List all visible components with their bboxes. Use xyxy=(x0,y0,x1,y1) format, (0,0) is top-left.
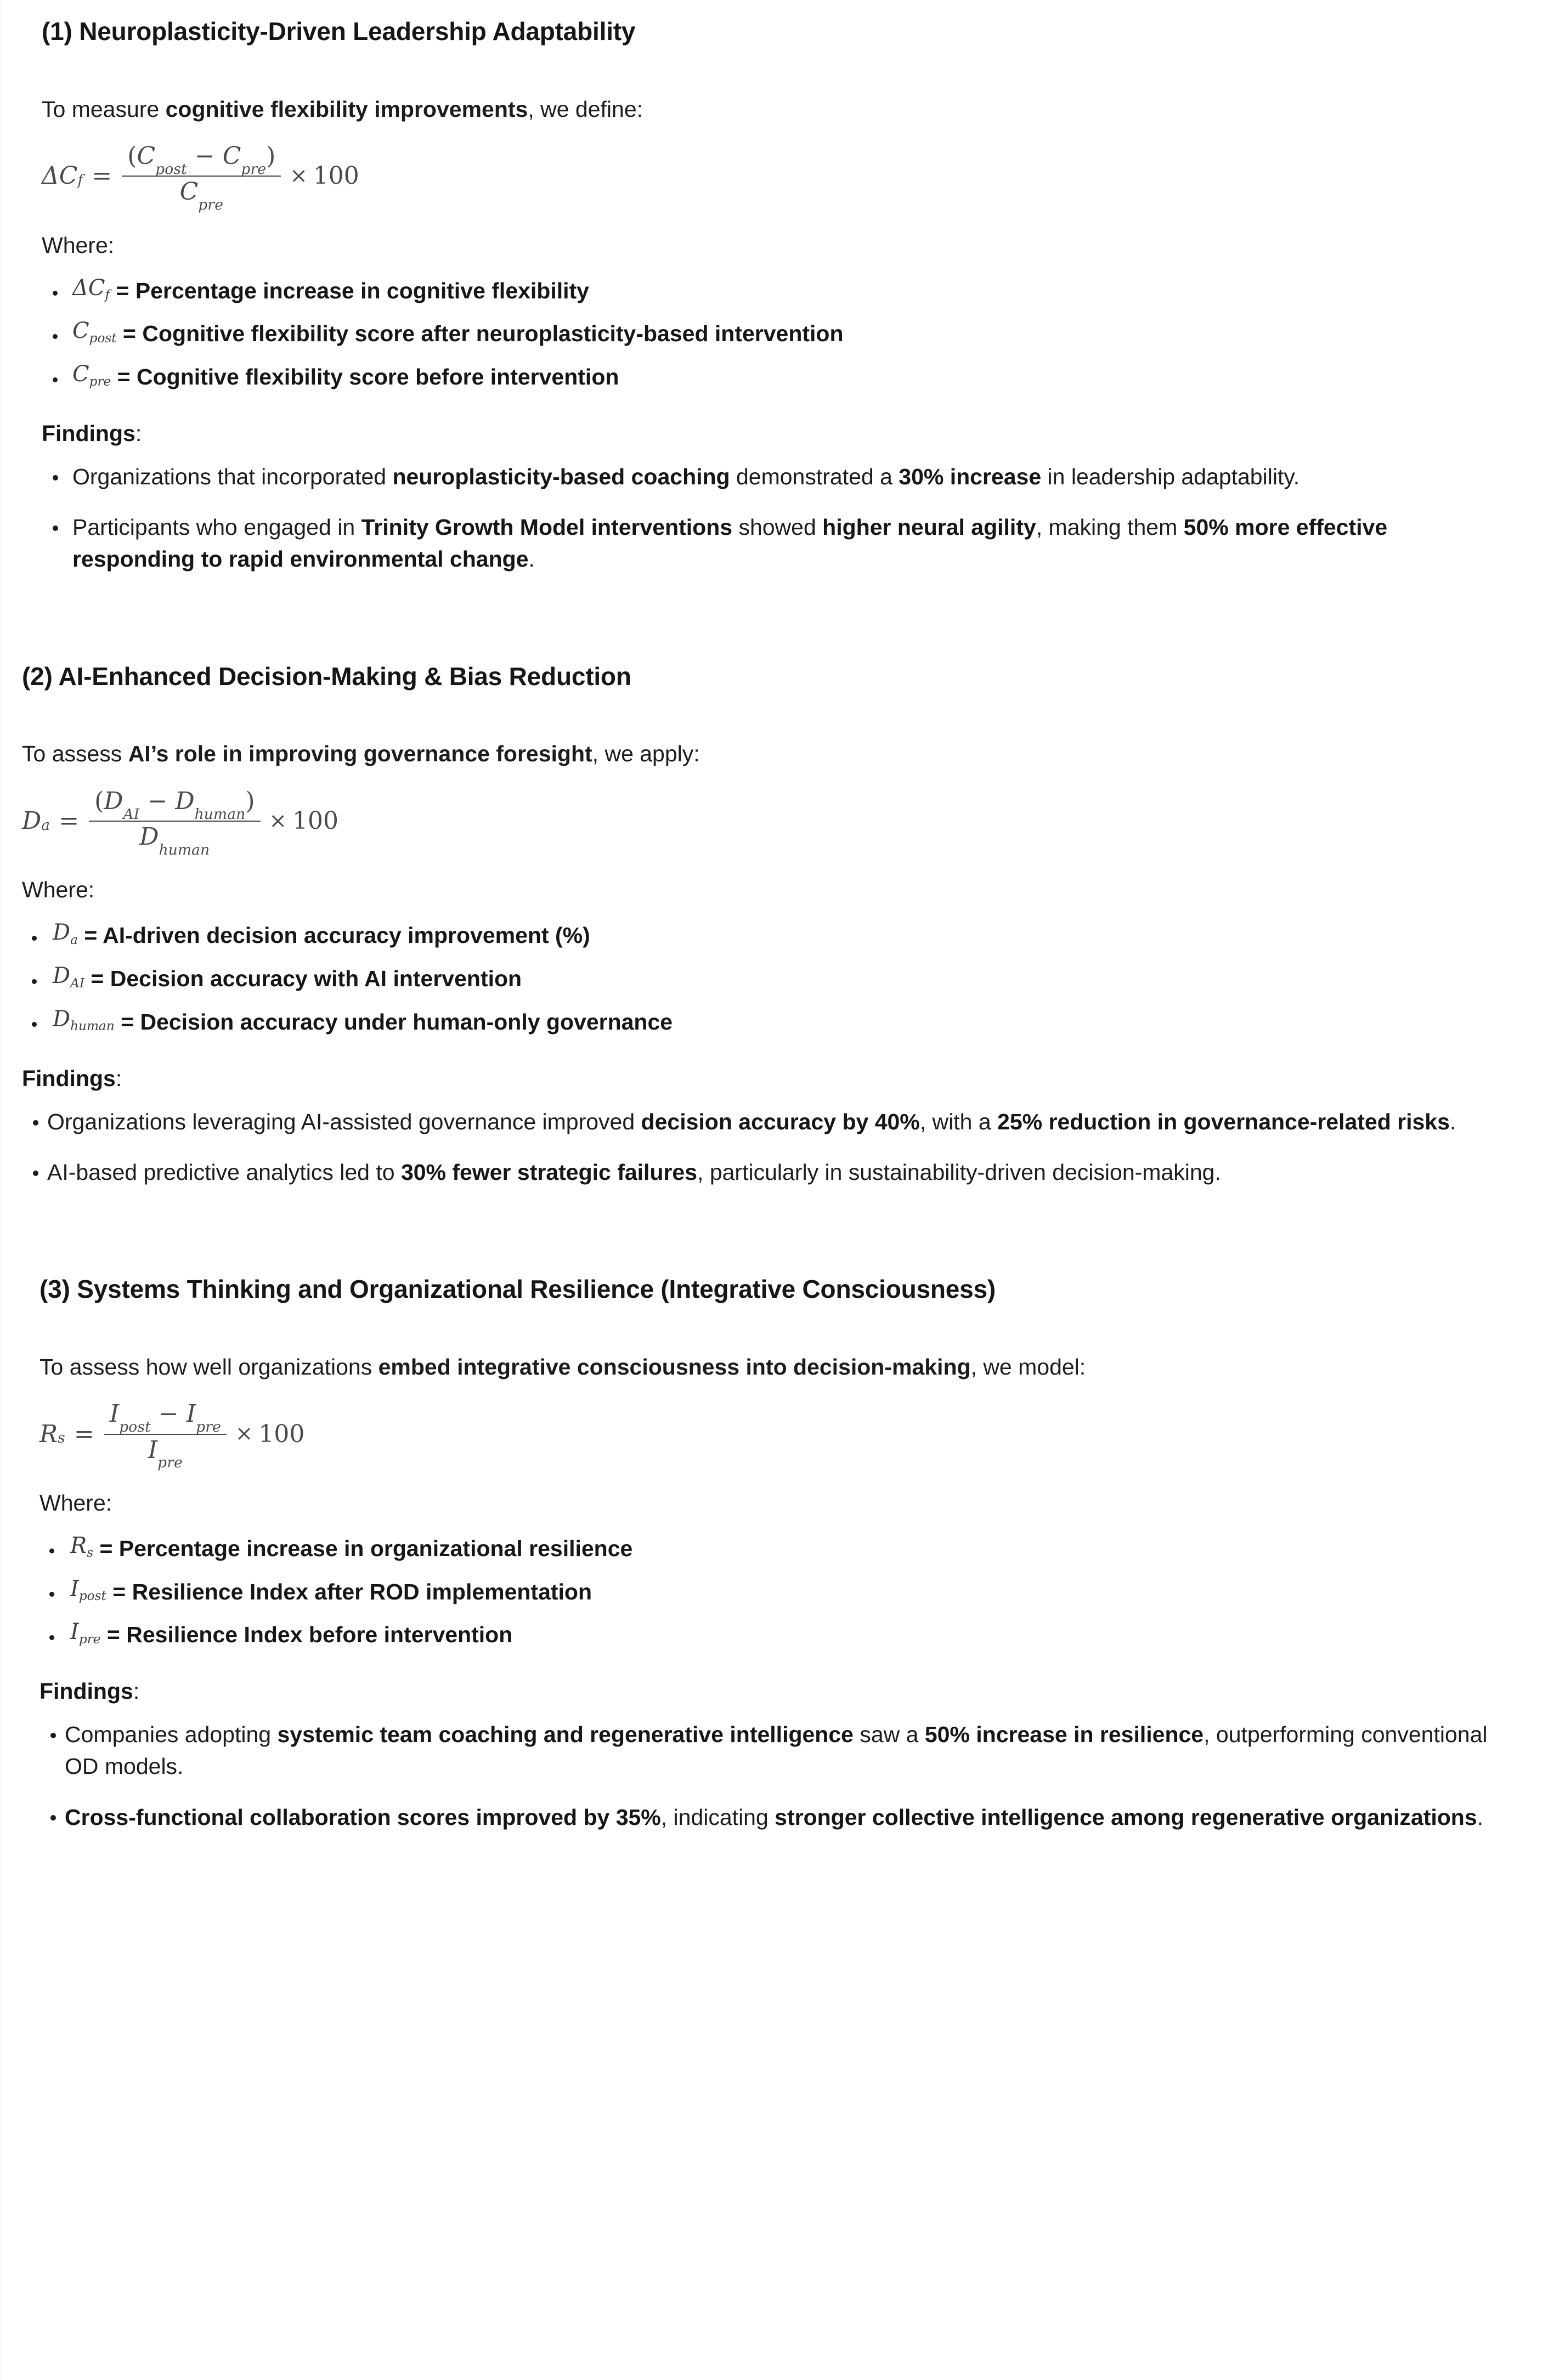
definition-item xyxy=(22,963,1515,995)
finding-run-bold: neuroplasticity-based coaching xyxy=(392,464,730,490)
num-b-var: C xyxy=(222,142,241,171)
definition-symbol-sub: post xyxy=(89,330,117,346)
formula-lhs-sub: s xyxy=(58,1429,65,1447)
finding-run: , indicating xyxy=(660,1804,775,1830)
finding-run: AI-based predictive analytics led to xyxy=(47,1159,401,1185)
findings-label-bold: Findings xyxy=(39,1678,133,1704)
formula-lhs: ΔC xyxy=(42,162,78,190)
definition-symbol xyxy=(70,1576,106,1602)
finding-run: . xyxy=(1477,1804,1484,1830)
definition-text: = Cognitive flexibility score before intervention xyxy=(117,364,619,390)
finding-run-bold: higher neural agility xyxy=(822,515,1036,540)
definition-symbol-var: D xyxy=(53,920,71,946)
definition-text: = Decision accuracy with AI intervention xyxy=(91,966,522,992)
finding-item xyxy=(22,1106,1515,1138)
formula-denominator xyxy=(134,822,215,858)
definition-symbol-sub: post xyxy=(78,1588,106,1604)
finding-run-bold: systemic team coaching and regenerative intelligence xyxy=(277,1722,854,1748)
definition-symbol xyxy=(72,318,117,346)
num-minus: − xyxy=(194,142,215,171)
lead-prefix: To assess xyxy=(22,741,128,767)
num-minus: − xyxy=(147,787,168,815)
formula-lhs-sub: a xyxy=(41,816,50,834)
finding-run: , making them xyxy=(1036,515,1184,540)
findings-label-colon: : xyxy=(115,1065,122,1091)
section-1-where-label: Where: xyxy=(42,232,115,258)
formula-times: × xyxy=(269,808,287,833)
definition-symbol-sub: pre xyxy=(78,1631,101,1647)
definition-item xyxy=(39,1533,1515,1565)
section-3-where-label: Where: xyxy=(39,1490,112,1516)
finding-run: showed xyxy=(732,515,823,540)
finding-run: Organizations leveraging AI-assisted governance improved xyxy=(47,1109,641,1134)
formula-equals: = xyxy=(74,1420,94,1448)
formula-factor: 100 xyxy=(292,807,338,835)
findings-label-colon: : xyxy=(133,1678,140,1704)
section-3-formula xyxy=(39,1400,1515,1472)
section-3 xyxy=(2,1207,1548,1833)
finding-run: demonstrated a xyxy=(730,464,899,490)
findings-label-colon: : xyxy=(135,421,142,446)
finding-run: , with a xyxy=(919,1109,998,1134)
finding-run: Participants who engaged in xyxy=(72,515,361,540)
finding-run: . xyxy=(528,546,535,572)
formula-lhs: R xyxy=(39,1420,58,1448)
num-a-var: D xyxy=(104,787,123,815)
section-1 xyxy=(2,0,1548,575)
num-close-paren: ) xyxy=(245,787,255,815)
formula-lhs: D xyxy=(22,807,42,835)
section-1-formula xyxy=(42,142,1515,214)
definition-item xyxy=(42,318,1515,350)
definition-symbol-sub: f xyxy=(105,287,110,303)
finding-item xyxy=(42,461,1515,493)
definition-text: = Percentage increase in cognitive flexibility xyxy=(116,278,589,303)
definition-symbol-var: D xyxy=(53,1006,71,1032)
num-b-var: I xyxy=(186,1400,196,1428)
formula-denominator xyxy=(174,177,229,214)
finding-run: . xyxy=(1449,1109,1456,1134)
section-3-findings xyxy=(39,1718,1515,1833)
formula-numerator xyxy=(122,144,281,176)
formula-factor: 100 xyxy=(258,1420,305,1448)
den-var: I xyxy=(148,1435,158,1464)
finding-run: Companies adopting xyxy=(65,1722,278,1748)
finding-item xyxy=(39,1801,1515,1833)
definition-symbol-sub: human xyxy=(70,1019,115,1034)
section-2-formula xyxy=(22,787,1515,858)
formula-denominator xyxy=(143,1435,188,1472)
section-2-findings xyxy=(22,1106,1515,1188)
lead-emphasis: AI’s role in improving governance foresight xyxy=(128,741,592,767)
finding-item xyxy=(42,511,1515,575)
definition-symbol-sub: a xyxy=(70,932,78,947)
num-b-sub: human xyxy=(194,805,246,823)
findings-label-bold: Findings xyxy=(22,1065,116,1091)
definition-item xyxy=(39,1619,1515,1651)
lead-emphasis: embed integrative consciousness into decision-making xyxy=(378,1354,971,1380)
definition-text: = Resilience Index before intervention xyxy=(106,1622,513,1648)
section-3-lead xyxy=(39,1351,1515,1383)
num-a-sub: post xyxy=(155,160,187,178)
formula-fraction xyxy=(122,142,281,214)
den-var: D xyxy=(139,823,159,851)
formula-times: × xyxy=(235,1421,253,1446)
finding-run: in leadership adaptability. xyxy=(1041,464,1300,490)
lead-suffix: , we apply: xyxy=(592,741,700,767)
definition-text: = Resilience Index after ROD implementation xyxy=(112,1579,592,1604)
lead-suffix: , we define: xyxy=(528,96,643,122)
definition-symbol xyxy=(53,963,84,991)
num-a-sub: AI xyxy=(123,805,140,823)
section-2-lead xyxy=(22,738,1515,770)
den-sub: human xyxy=(159,841,210,858)
num-b-var: D xyxy=(175,787,195,815)
den-sub: pre xyxy=(198,196,224,214)
finding-item xyxy=(22,1156,1515,1188)
definition-symbol-var: I xyxy=(70,1619,79,1645)
definition-symbol xyxy=(53,920,78,945)
formula-equals: = xyxy=(59,807,80,835)
definition-symbol-sub: s xyxy=(87,1545,94,1561)
section-2-definitions xyxy=(22,919,1515,1038)
num-a-sub: post xyxy=(119,1418,151,1436)
definition-text: = Decision accuracy under human-only governance xyxy=(121,1009,673,1034)
finding-run-bold: 30% fewer strategic failures xyxy=(400,1159,698,1185)
num-open-paren: ( xyxy=(127,142,137,171)
num-b-sub: pre xyxy=(241,160,267,178)
definition-symbol xyxy=(53,1007,115,1032)
finding-run-bold: decision accuracy by 40% xyxy=(641,1109,920,1134)
definition-item xyxy=(22,1006,1515,1038)
definition-item xyxy=(39,1576,1515,1608)
section-3-findings-label xyxy=(39,1678,1515,1704)
formula-fraction xyxy=(89,787,260,858)
definition-symbol-var: C xyxy=(72,361,89,387)
definition-symbol xyxy=(70,1619,101,1647)
definition-text: = AI-driven decision accuracy improvement (%) xyxy=(84,923,590,948)
den-var: C xyxy=(179,178,199,206)
finding-run: , outperforming conventional OD models. xyxy=(65,1722,1488,1779)
finding-run-bold: 50% increase in resilience xyxy=(924,1722,1204,1748)
definition-symbol-var: I xyxy=(70,1576,79,1602)
definition-symbol-sub: pre xyxy=(89,374,111,389)
findings-label-bold: Findings xyxy=(42,421,135,446)
formula-lhs-sub: f xyxy=(77,172,83,189)
formula-times: × xyxy=(290,163,308,189)
definition-item xyxy=(22,919,1515,952)
lead-emphasis: cognitive flexibility improvements xyxy=(165,96,528,122)
num-a-var: C xyxy=(137,142,156,171)
formula-equals: = xyxy=(92,162,112,190)
definition-text: = Cognitive flexibility score after neuroplasticity-based intervention xyxy=(123,321,844,347)
formula-numerator xyxy=(89,789,260,821)
finding-run-bold: Cross-functional collaboration scores improved by 35% xyxy=(65,1804,661,1830)
lead-prefix: To assess how well organizations xyxy=(39,1354,378,1380)
formula-numerator xyxy=(104,1400,227,1436)
num-b-sub: pre xyxy=(196,1418,221,1436)
section-2-findings-label xyxy=(22,1066,1515,1092)
num-a-var: I xyxy=(109,1400,120,1428)
finding-run-bold: Trinity Growth Model interventions xyxy=(361,515,733,540)
section-1-lead xyxy=(42,93,1515,126)
section-1-title: (1) Neuroplasticity-Driven Leadership Adaptability xyxy=(42,17,636,46)
definition-symbol xyxy=(72,361,111,387)
finding-run-bold: 30% increase xyxy=(899,464,1042,490)
finding-run: saw a xyxy=(853,1722,925,1748)
num-open-paren: ( xyxy=(94,787,104,815)
definition-symbol-var: C xyxy=(72,318,89,344)
section-1-findings xyxy=(42,461,1515,575)
definition-symbol-sub: AI xyxy=(70,975,84,991)
section-3-title: (3) Systems Thinking and Organizational Resilience (Integrative Consciousness) xyxy=(39,1275,996,1304)
lead-prefix: To measure xyxy=(42,96,166,122)
lead-suffix: , we model: xyxy=(970,1354,1086,1380)
finding-run: Organizations that incorporated xyxy=(72,464,393,490)
den-sub: pre xyxy=(157,1454,183,1472)
finding-item xyxy=(39,1718,1515,1782)
section-2 xyxy=(2,595,1548,1188)
definition-symbol xyxy=(72,275,110,301)
definition-text: = Percentage increase in organizational resilience xyxy=(99,1535,633,1561)
num-close-paren: ) xyxy=(266,142,276,171)
definition-symbol-var: D xyxy=(53,963,71,989)
finding-run-bold: stronger collective intelligence among regenerative organizations xyxy=(775,1804,1477,1830)
finding-run: , particularly in sustainability-driven decision-making. xyxy=(697,1159,1221,1185)
section-1-definitions xyxy=(42,275,1515,393)
formula-factor: 100 xyxy=(313,162,359,190)
definition-item xyxy=(42,275,1515,307)
section-1-findings-label xyxy=(42,421,1515,446)
num-minus: − xyxy=(158,1400,179,1428)
definition-symbol-var: R xyxy=(70,1533,87,1558)
definition-item xyxy=(42,361,1515,393)
section-3-definitions xyxy=(39,1533,1515,1651)
definition-symbol xyxy=(70,1533,94,1561)
finding-run-bold: 25% reduction in governance-related risks xyxy=(997,1109,1450,1134)
section-2-where-label: Where: xyxy=(22,877,95,903)
finding-run-bold: 50% more effective responding to rapid environmental change xyxy=(72,515,1388,572)
definition-symbol-var: ΔC xyxy=(72,275,105,301)
section-2-title: (2) AI-Enhanced Decision-Making & Bias Reduction xyxy=(22,662,631,691)
formula-fraction xyxy=(104,1400,227,1472)
